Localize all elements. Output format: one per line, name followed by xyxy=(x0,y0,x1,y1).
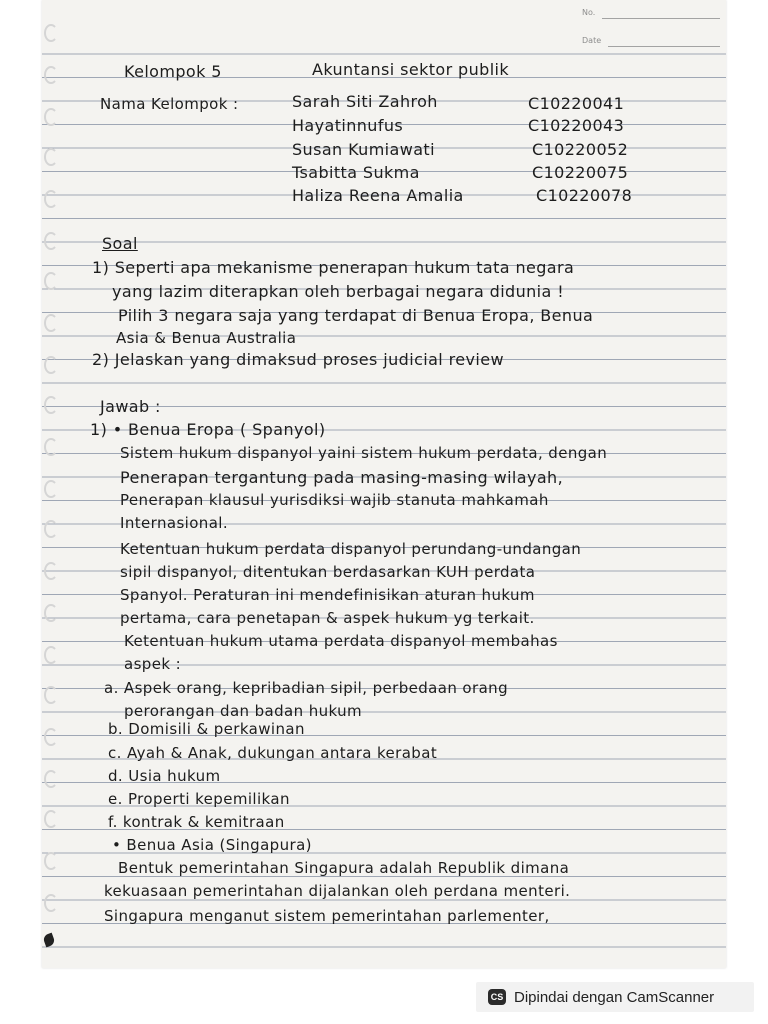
soal-line: yang lazim diterapkan oleh berbagai negara didunia ! xyxy=(112,282,565,301)
member-id: C10220075 xyxy=(532,163,629,182)
soal-heading: Soal xyxy=(102,234,138,253)
member-name: Hayatinnufus xyxy=(292,116,404,135)
member-name: Sarah Siti Zahroh xyxy=(292,92,438,111)
binder-ring xyxy=(44,190,58,208)
jawab-line: Spanyol. Peraturan ini mendefinisikan aturan hukum xyxy=(120,586,535,604)
camscanner-logo: CS xyxy=(488,989,506,1005)
member-id: C10220041 xyxy=(528,94,625,113)
no-label: No. xyxy=(582,8,596,17)
page-header xyxy=(42,0,726,52)
group-title: Kelompok 5 xyxy=(124,62,222,81)
binder-ring xyxy=(44,356,58,374)
binder-ring xyxy=(44,894,58,912)
binder-ring xyxy=(44,314,58,332)
binder-ring xyxy=(44,728,58,746)
jawab-line: Bentuk pemerintahan Singapura adalah Republik dimana xyxy=(118,859,570,877)
jawab-line: Sistem hukum dispanyol yaini sistem hukum perdata, dengan xyxy=(120,444,608,462)
member-name: Susan Kumiawati xyxy=(292,140,435,159)
jawab-line: Internasional. xyxy=(120,514,229,532)
jawab-line: e. Properti kepemilikan xyxy=(108,790,290,808)
member-id: C10220052 xyxy=(532,140,629,159)
jawab-line: Ketentuan hukum utama perdata dispanyol membahas xyxy=(124,632,558,650)
jawab-line: Penerapan klausul yurisdiksi wajib stanuta mahkamah xyxy=(120,491,549,509)
binder-ring xyxy=(44,646,58,664)
binder-ring xyxy=(44,232,58,250)
jawab-line: c. Ayah & Anak, dukungan antara kerabat xyxy=(108,744,438,762)
binder-ring xyxy=(44,396,58,414)
member-id: C10220078 xyxy=(536,186,633,205)
jawab-heading: Jawab : xyxy=(100,397,161,416)
course-title: Akuntansi sektor publik xyxy=(312,60,510,79)
binder-ring xyxy=(44,24,58,42)
binder-ring xyxy=(44,520,58,538)
date-line xyxy=(608,46,720,47)
jawab-line: Singapura menganut sistem pemerintahan parlementer, xyxy=(104,907,550,925)
jawab-line: d. Usia hukum xyxy=(108,767,221,785)
binder-ring xyxy=(44,604,58,622)
binder-ring xyxy=(44,770,58,788)
soal-line: 2) Jelaskan yang dimaksud proses judicial review xyxy=(92,350,504,369)
binder-ring xyxy=(44,108,58,126)
binder-ring xyxy=(44,438,58,456)
camscanner-text: Dipindai dengan CamScanner xyxy=(514,988,715,1006)
jawab-line: pertama, cara penetapan & aspek hukum yg terkait. xyxy=(120,609,535,627)
jawab-line: Ketentuan hukum perdata dispanyol perundang-undangan xyxy=(120,540,582,558)
member-name: Tsabitta Sukma xyxy=(292,163,420,182)
binder-ring xyxy=(44,148,58,166)
no-line xyxy=(602,18,720,19)
jawab-line: kekuasaan pemerintahan dijalankan oleh perdana menteri. xyxy=(104,882,571,900)
binder-ring xyxy=(44,686,58,704)
jawab-line: aspek : xyxy=(124,655,182,673)
soal-line: 1) Seperti apa mekanisme penerapan hukum tata negara xyxy=(92,258,575,277)
binder-ring xyxy=(44,272,58,290)
binder-ring xyxy=(44,66,58,84)
member-name: Haliza Reena Amalia xyxy=(292,186,464,205)
jawab-line: Penerapan tergantung pada masing-masing wilayah, xyxy=(120,468,564,487)
jawab-line: 1) • Benua Eropa ( Spanyol) xyxy=(90,420,326,439)
binder-ring xyxy=(44,810,58,828)
date-label: Date xyxy=(582,36,602,45)
jawab-line: a. Aspek orang, kepribadian sipil, perbedaan orang xyxy=(104,679,509,697)
jawab-line: b. Domisili & perkawinan xyxy=(108,720,305,738)
members-label: Nama Kelompok : xyxy=(100,95,239,113)
soal-line: Pilih 3 negara saja yang terdapat di Benua Eropa, Benua xyxy=(118,306,594,325)
binder-ring xyxy=(44,562,58,580)
binder-ring xyxy=(44,852,58,870)
camscanner-footer xyxy=(476,982,754,1012)
binder-ring xyxy=(44,480,58,498)
soal-line: Asia & Benua Australia xyxy=(116,329,297,347)
jawab-line: • Benua Asia (Singapura) xyxy=(112,836,312,854)
jawab-line: perorangan dan badan hukum xyxy=(124,702,363,720)
jawab-line: f. kontrak & kemitraan xyxy=(108,813,285,831)
member-id: C10220043 xyxy=(528,116,625,135)
jawab-line: sipil dispanyol, ditentukan berdasarkan KUH perdata xyxy=(120,563,536,581)
